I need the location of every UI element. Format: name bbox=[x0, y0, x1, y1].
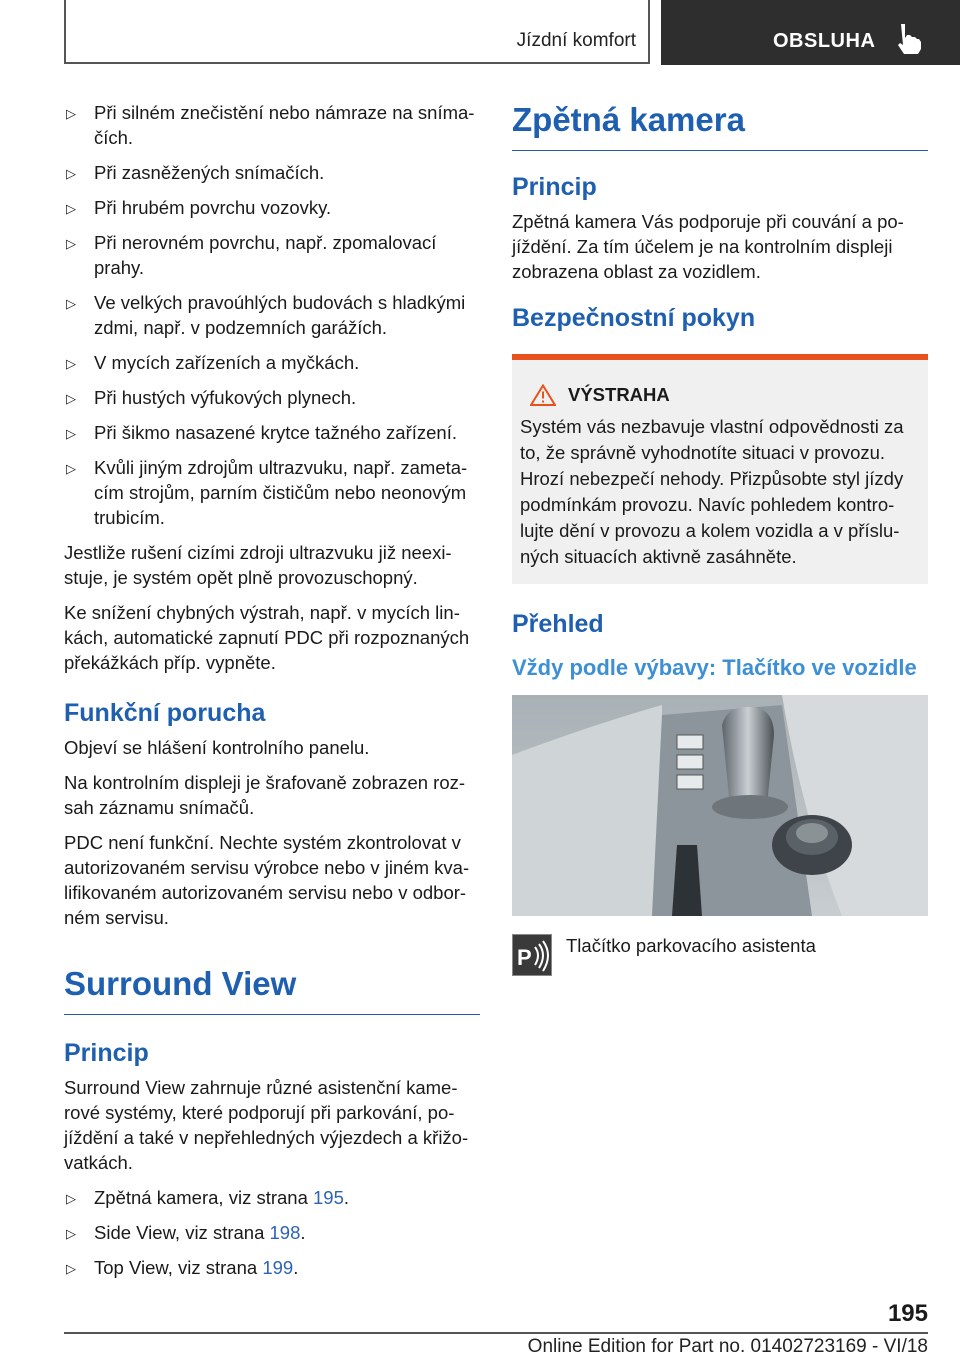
list-item: ▷ Top View, viz strana 199. bbox=[66, 1257, 299, 1278]
hand-pointer-icon bbox=[893, 22, 923, 54]
svg-text:P: P bbox=[517, 945, 532, 970]
list-item: ▷ Při hustých výfukových plynech. bbox=[66, 387, 357, 408]
list-item: ▷ Při nerovném povrchu, např. zpomalovací prahy. bbox=[66, 232, 437, 278]
header-tab-label: OBSLUHA bbox=[773, 30, 876, 52]
heading-sv-princip: Princip bbox=[64, 1039, 149, 1067]
heading-surround-view: Surround View bbox=[64, 964, 480, 1015]
list-item: ▷ Při zasněžených snímačích. bbox=[66, 162, 325, 183]
heading-princip: Princip bbox=[512, 173, 597, 201]
conditions-list bbox=[64, 100, 480, 530]
header-tab-obsluha bbox=[661, 0, 960, 65]
heading-overview: Přehled bbox=[512, 610, 604, 638]
page-number: 195 bbox=[887, 1300, 928, 1327]
caption-row bbox=[512, 934, 928, 976]
footer-edition: Online Edition for Part no. 01402723169 - VI/18 bbox=[527, 1336, 928, 1357]
paragraph-fault-1: Objeví se hlášení kontrolního panelu. bbox=[64, 737, 370, 758]
paragraph-fault-2: Na kontrolním displeji je šrafovaně zobrazen roz-sah záznamu snímačů. bbox=[64, 772, 466, 818]
list-item: ▷ Kvůli jiným zdrojům ultrazvuku, např. zameta-cím strojům, parním čističům nebo neonovým trubicím. bbox=[66, 457, 468, 528]
paragraph-false-warnings: Ke snížení chybných výstrah, např. v mycích lin-kách, automatické zapnutí PDC při rozpoznaných překážkách příp. vypněte. bbox=[64, 602, 470, 673]
warning-text: Systém vás nezbavuje vlastní odpovědnosti za to, že správně vyhodnotíte situaci v provozu. Hrozí nebezpečí nehody. Přizpůsobte styl jízdy podmínkám provozu. Navíc pohledem kontro-lujte dění v provozu a kolem vozidla a v příslu-ných situacích aktivně zasáhněte. bbox=[520, 416, 904, 567]
center-console-photo bbox=[512, 695, 928, 916]
list-item: ▷ Side View, viz strana 198. bbox=[66, 1222, 306, 1243]
header-section-title: Jízdní komfort bbox=[516, 30, 636, 51]
list-item: ▷ V mycích zařízeních a myčkách. bbox=[66, 352, 360, 373]
paragraph-sv-principle: Surround View zahrnuje různé asistenční kame-rové systémy, které podporují při parkování, po-jíždění a také v nepřehledných výjezdech a křižo-vatkách. bbox=[64, 1077, 469, 1173]
heading-equipment: Vždy podle výbavy: Tlačítko ve vozidle bbox=[512, 655, 917, 680]
paragraph-principle: Zpětná kamera Vás podporuje při couvání a po-jíždění. Za tím účelem je na kontrolním displeji zobrazena oblast za vozidlem. bbox=[512, 211, 904, 282]
parking-assist-button-icon bbox=[512, 934, 552, 976]
paragraph-fault-3: PDC není funkční. Nechte systém zkontrolovat v autorizovaném servisu výrobce nebo v jiném kva-lifikovaném autorizovaném servisu nebo v odbor-ném servisu. bbox=[64, 832, 470, 928]
caption-text: Tlačítko parkovacího asistenta bbox=[566, 935, 816, 956]
heading-safety: Bezpečnostní pokyn bbox=[512, 304, 756, 332]
list-item: ▷ Při silném znečistění nebo námraze na sníma-čích. bbox=[66, 102, 475, 148]
heading-fault: Funkční porucha bbox=[64, 699, 266, 727]
list-item: ▷ Zpětná kamera, viz strana 195. bbox=[66, 1187, 350, 1208]
warning-box bbox=[512, 354, 928, 584]
page-link-195[interactable]: 195 bbox=[313, 1187, 344, 1208]
list-item: ▷ Při šikmo nasazené krytce tažného zařízení. bbox=[66, 422, 457, 443]
warning-title: VÝSTRAHA bbox=[568, 384, 670, 405]
header-rule-bottom bbox=[64, 62, 650, 64]
page-link-199[interactable]: 199 bbox=[262, 1257, 294, 1278]
warning-triangle-icon bbox=[530, 384, 556, 406]
footer-rule bbox=[64, 1332, 928, 1334]
header-rule-left bbox=[64, 0, 66, 64]
heading-rear-camera: Zpětná kamera bbox=[512, 100, 928, 151]
warning-title-row bbox=[520, 384, 920, 406]
list-item: ▷ Při hrubém povrchu vozovky. bbox=[66, 197, 332, 218]
right-column bbox=[512, 100, 928, 976]
left-column bbox=[64, 100, 480, 1290]
list-item: ▷ Ve velkých pravoúhlých budovách s hladkými zdmi, např. v podzemních garážích. bbox=[66, 292, 466, 338]
header-separator bbox=[648, 0, 650, 64]
sv-systems-list bbox=[64, 1185, 480, 1280]
paragraph-interference: Jestliže rušení cizími zdroji ultrazvuku již neexi-stuje, je systém opět plně provozuschopný. bbox=[64, 542, 452, 588]
page-link-198[interactable]: 198 bbox=[269, 1222, 301, 1243]
